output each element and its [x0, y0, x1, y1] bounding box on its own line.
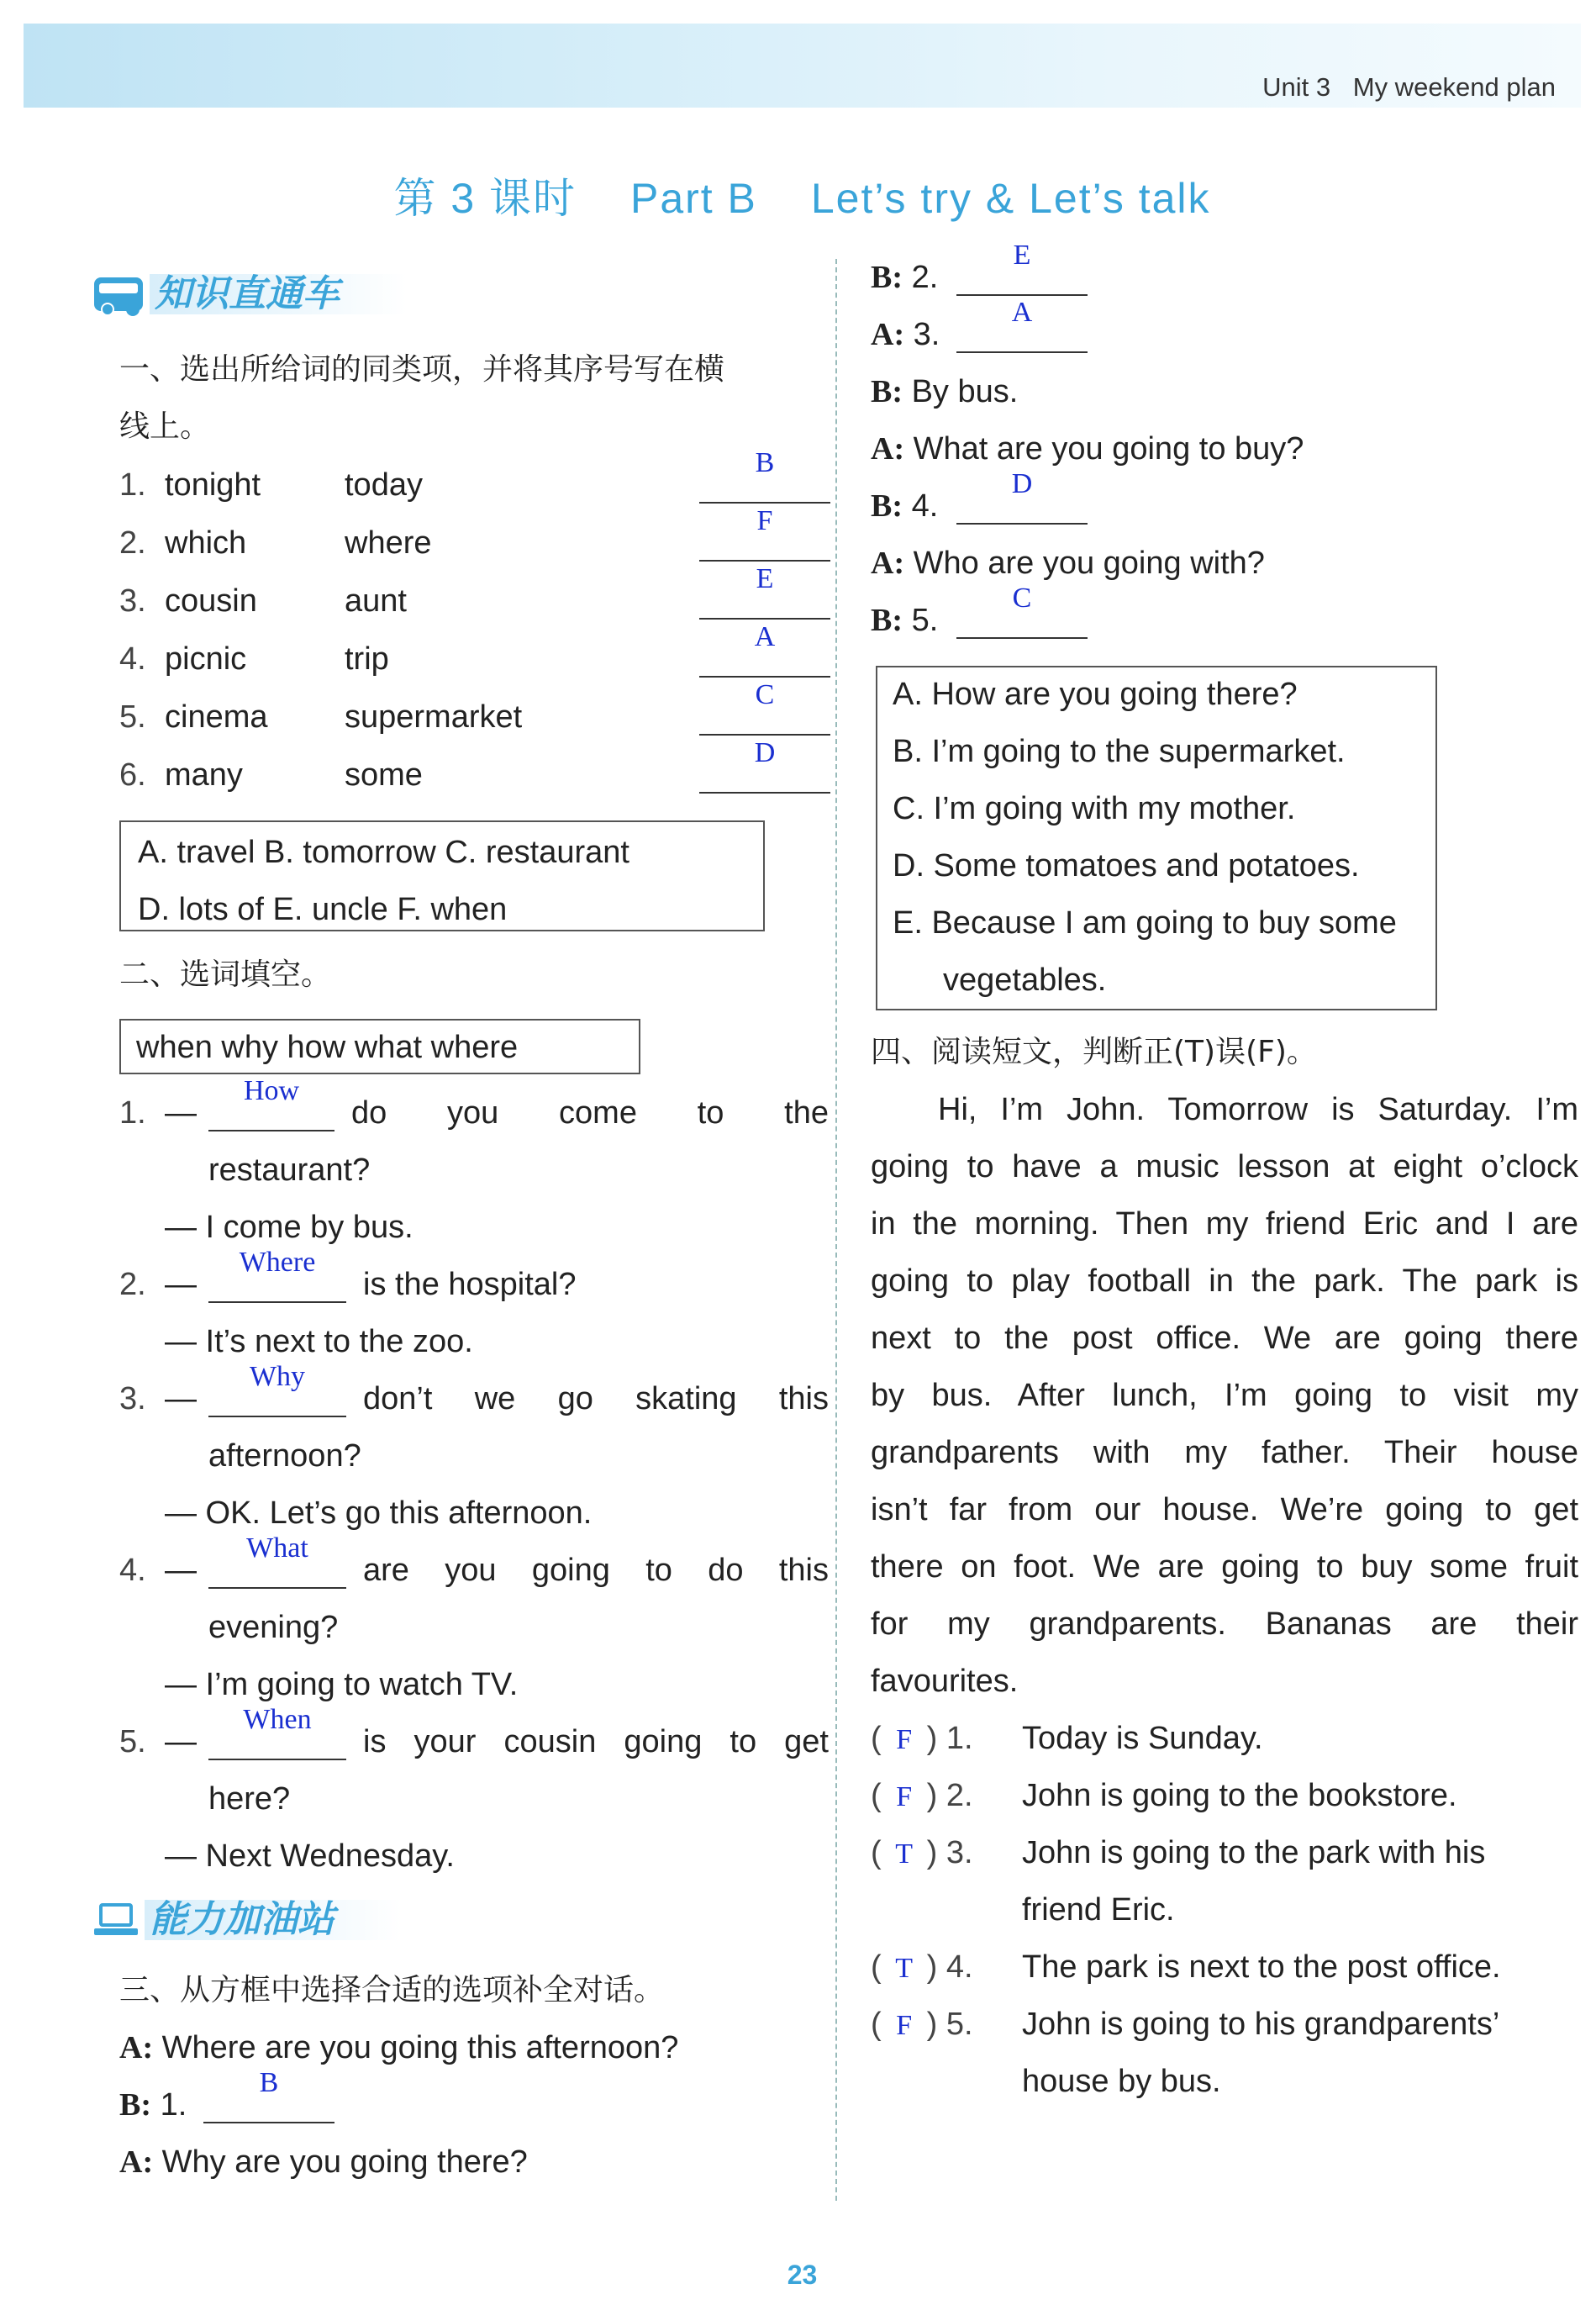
- q3-answer-blank[interactable]: C: [956, 600, 1088, 639]
- q4-item-cont: house by bus.: [1022, 2064, 1221, 2099]
- passage-line: Hi, I’m John. Tomorrow is Saturday. I’m: [938, 1092, 1578, 1127]
- q1-item: 3. cousin aunt E: [119, 581, 146, 621]
- q1-options-line-1: A. travel B. tomorrow C. restaurant: [138, 835, 629, 870]
- q4-item: ( F ) 5. John is going to his grandparents’: [871, 2004, 973, 2046]
- section-ability: [94, 1900, 402, 1940]
- passage-line: there on foot. We are going to buy some fruit: [871, 1549, 1578, 1585]
- q3-options-box: [876, 666, 1437, 1010]
- q3-option: D. Some tomatoes and potatoes.: [893, 848, 1360, 883]
- q2-item-reply: — I’m going to watch TV.: [165, 1667, 519, 1702]
- q2-answer-blank[interactable]: Why: [208, 1379, 346, 1417]
- q2-item: 3. — Why don’t we go skating this: [119, 1361, 829, 1416]
- q3-heading: 三、从方框中选择合适的选项补全对话。: [119, 1973, 665, 2007]
- section-knowledge: [94, 274, 407, 314]
- q2-answer-blank[interactable]: When: [208, 1722, 346, 1760]
- q4-answer[interactable]: F: [896, 1724, 913, 1755]
- q2-item: 5. — When is your cousin going to get: [119, 1704, 829, 1759]
- q1-item: 5. cinema supermarket C: [119, 697, 146, 737]
- section-knowledge-title: 知识直通车: [150, 274, 407, 314]
- q1-item: 2. which where F: [119, 523, 146, 563]
- q3-dialog-line: B: 4. D: [871, 486, 938, 526]
- unit-label: Unit 3: [1262, 72, 1331, 102]
- q2-item-reply: — Next Wednesday.: [165, 1838, 455, 1874]
- q3-dialog-line: A: 3. A: [871, 314, 940, 355]
- q3-dialog-line: B: 1. B: [119, 2085, 187, 2125]
- q4-answer[interactable]: F: [896, 1781, 913, 1812]
- q2-word-box: [119, 1019, 640, 1074]
- q1-item: 6. many some D: [119, 755, 146, 795]
- passage-line: isn’t far from our house. We’re going to get: [871, 1492, 1578, 1527]
- q4-item: ( T ) 4. The park is next to the post office.: [871, 1947, 973, 1989]
- unit-title: My weekend plan: [1352, 72, 1556, 102]
- q4-item-cont: friend Eric.: [1022, 1892, 1175, 1928]
- passage-line: going to play football in the park. The park is: [871, 1263, 1578, 1299]
- q3-option: A. How are you going there?: [893, 677, 1298, 712]
- q1-answer-blank[interactable]: F: [699, 523, 830, 562]
- q2-words: when why how what where: [136, 1030, 519, 1065]
- q3-dialog-line: B: By bus.: [871, 374, 1019, 409]
- q2-answer-blank[interactable]: How: [208, 1093, 334, 1131]
- q4-answer[interactable]: T: [895, 1838, 914, 1870]
- q3-dialog-line: A: Why are you going there?: [119, 2144, 528, 2180]
- passage-line: in the morning. Then my friend Eric and I are: [871, 1206, 1578, 1242]
- q2-item: 1. — How do you come to the: [119, 1075, 829, 1131]
- q1-answer-blank[interactable]: C: [699, 697, 830, 736]
- lesson-topic: Let’s try & Let’s talk: [810, 175, 1211, 222]
- q4-heading: 四、阅读短文，判断正(T)误(F)。: [871, 1035, 1317, 1069]
- q1-options-box: [119, 820, 765, 931]
- q3-answer-blank[interactable]: D: [956, 486, 1088, 525]
- q1-item: 1. tonight today B: [119, 465, 146, 505]
- q2-item: 2. — Where is the hospital?: [119, 1247, 577, 1302]
- q1-item: 4. picnic trip A: [119, 639, 146, 679]
- q3-answer-blank[interactable]: A: [956, 314, 1088, 353]
- page-number: 23: [787, 2260, 818, 2290]
- section-ability-title: 能力加油站: [145, 1900, 402, 1940]
- q2-item: 4. — What are you going to do this: [119, 1532, 829, 1588]
- q3-dialog-line: A: What are you going to buy?: [871, 431, 1304, 467]
- q4-item: ( T ) 3. John is going to the park with his: [871, 1833, 973, 1875]
- q2-item-reply: — I come by bus.: [165, 1210, 413, 1245]
- q3-option: C. I’m going with my mother.: [893, 791, 1296, 826]
- q2-item-cont: restaurant?: [208, 1152, 371, 1188]
- q2-item-cont: here?: [208, 1781, 291, 1817]
- q2-item-cont: evening?: [208, 1610, 339, 1645]
- q3-option: B. I’m going to the supermarket.: [893, 734, 1346, 769]
- q1-heading: 一、选出所给词的同类项，并将其序号写在横: [119, 352, 725, 387]
- q3-option: E. Because I am going to buy some: [893, 905, 1397, 941]
- q2-answer-blank[interactable]: Where: [208, 1264, 346, 1303]
- q4-item: ( F ) 2. John is going to the bookstore.: [871, 1775, 973, 1817]
- q1-answer-blank[interactable]: B: [699, 465, 830, 504]
- passage-line: by bus. After lunch, I’m going to visit my: [871, 1378, 1578, 1413]
- lesson-part: Part B: [629, 175, 757, 222]
- q2-item-cont: afternoon?: [208, 1438, 361, 1474]
- passage-line: going to have a music lesson at eight o’clock: [871, 1149, 1578, 1184]
- q2-item-reply: — It’s next to the zoo.: [165, 1324, 473, 1359]
- q1-options-line-2: D. lots of E. uncle F. when: [138, 892, 508, 927]
- passage-line: next to the post office. We are going there: [871, 1321, 1578, 1356]
- q1-answer-blank[interactable]: E: [699, 581, 830, 620]
- q4-answer[interactable]: F: [896, 2010, 913, 2041]
- column-divider: [835, 259, 837, 2201]
- passage-line: grandparents with my father. Their house: [871, 1435, 1578, 1470]
- lesson-title: [24, 165, 1581, 225]
- q1-heading-2: 线上。: [119, 409, 211, 444]
- q4-answer[interactable]: T: [895, 1953, 914, 1984]
- q2-heading: 二、选词填空。: [119, 957, 332, 992]
- q3-dialog-line: A: Where are you going this afternoon?: [119, 2030, 679, 2065]
- passage-line: favourites.: [871, 1664, 1019, 1699]
- page: [24, 24, 1581, 2293]
- q3-option-cont: vegetables.: [943, 963, 1107, 998]
- q3-dialog-line: B: 2. E: [871, 257, 938, 298]
- unit-header: [1247, 72, 1556, 103]
- q2-item-reply: — OK. Let’s go this afternoon.: [165, 1495, 593, 1531]
- q3-answer-blank[interactable]: B: [203, 2085, 334, 2123]
- q4-item: ( F ) 1. Today is Sunday.: [871, 1718, 973, 1760]
- passage-line: for my grandparents. Bananas are their: [871, 1606, 1578, 1642]
- q3-dialog-line: B: 5. C: [871, 600, 938, 641]
- bus-icon: [94, 277, 143, 311]
- q2-answer-blank[interactable]: What: [208, 1550, 346, 1589]
- q1-answer-blank[interactable]: D: [699, 755, 830, 794]
- q3-dialog-line: A: Who are you going with?: [871, 546, 1265, 581]
- q3-answer-blank[interactable]: E: [956, 257, 1088, 296]
- laptop-icon: [94, 1903, 138, 1937]
- q1-answer-blank[interactable]: A: [699, 639, 830, 678]
- lesson-number: 第 3 课时: [393, 175, 577, 222]
